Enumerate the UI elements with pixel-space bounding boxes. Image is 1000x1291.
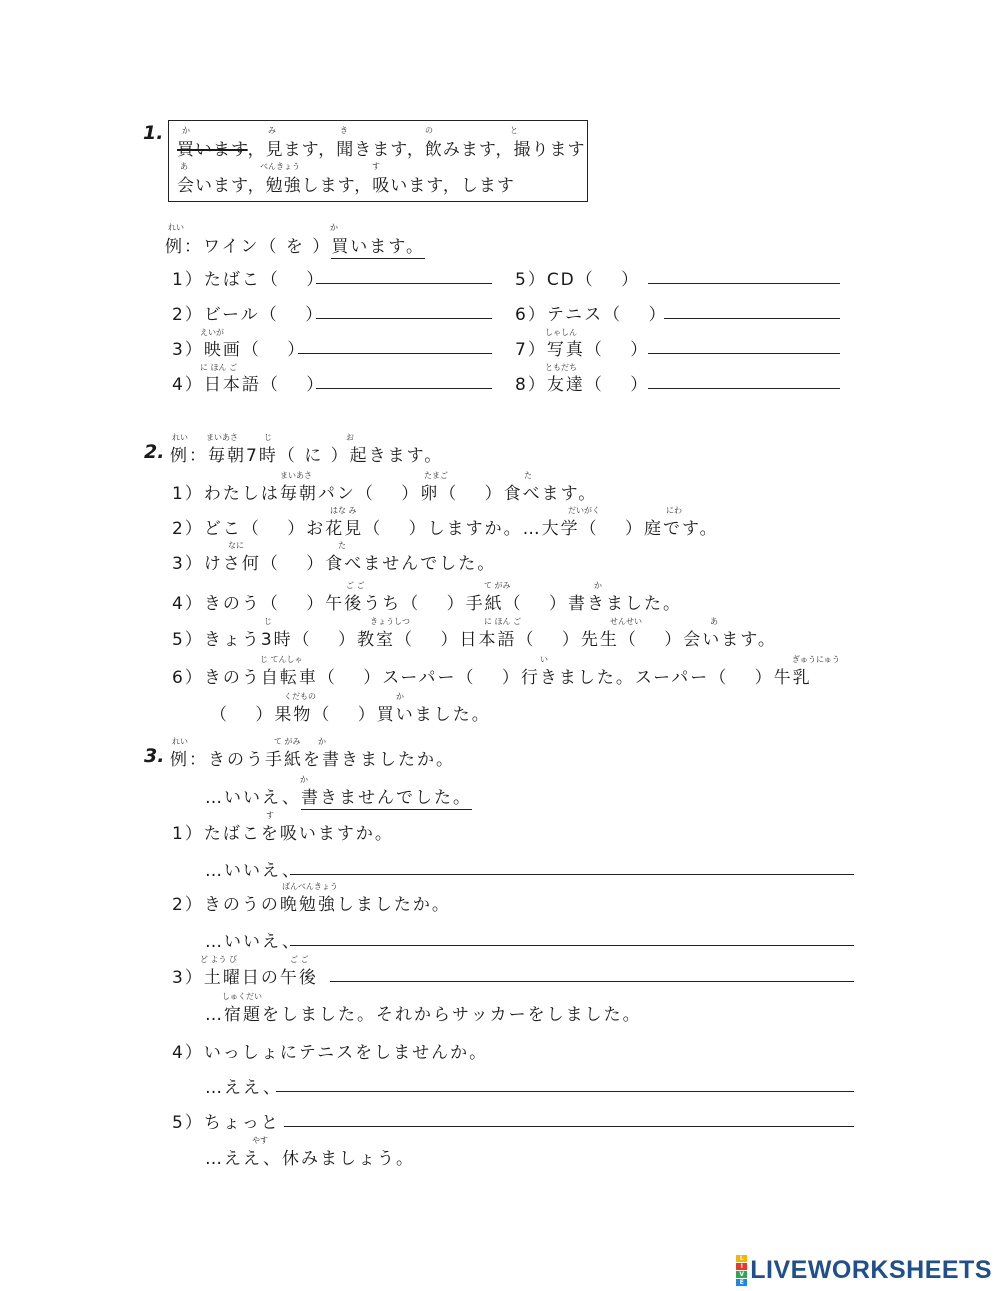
logo-mark-letter: L <box>736 1255 747 1262</box>
s3-a2: …いいえ、 <box>205 932 302 952</box>
ruby-doyoubi: ど よう び <box>200 955 238 964</box>
ruby-su-2: す <box>266 811 274 820</box>
s3-answer-line-5[interactable] <box>284 1126 854 1127</box>
ruby-ki: き <box>340 126 348 135</box>
s3-a1: …いいえ、 <box>205 861 302 881</box>
section-3-number: 3. <box>144 745 165 767</box>
ruby-shashin: しゃしん <box>545 328 577 337</box>
s1-item-2: 2）ビール（ ） <box>172 305 325 325</box>
s3-a5: …ええ、休みましょう。 <box>205 1149 416 1169</box>
ruby-rei-3: れい <box>172 737 188 746</box>
s2-item-5: 5）きょう3時（ ）教室（ ）日本語（ ）先生（ ）会います。 <box>172 630 777 650</box>
ruby-maiasa: まいあさ <box>206 433 238 442</box>
ruby-jitensha: じ てんしゃ <box>260 655 303 664</box>
logo-mark-letter: E <box>736 1279 747 1286</box>
section-1-number: 1. <box>143 122 164 144</box>
s1-item-7: 7）写真（ ） <box>515 340 650 360</box>
ruby-tegami-2: て がみ <box>274 737 301 746</box>
s2-item-6-cont: （ ）果物（ ）買いました。 <box>210 705 491 725</box>
example-3-answer: 書きませんでした。 <box>301 788 473 808</box>
s2-item-1: 1）わたしは毎朝パン（ ）卵（ ）食べます。 <box>172 484 598 504</box>
s2-item-3: 3）けさ何（ ）食べませんでした。 <box>172 554 497 574</box>
s1-item-5: 5）CD（ ） <box>515 270 641 290</box>
example-3-prefix: …いいえ、 <box>205 788 302 808</box>
s1-answer-line-8[interactable] <box>648 388 840 389</box>
ruby-shukudai: しゅくだい <box>222 992 262 1001</box>
s3-answer-line-4[interactable] <box>276 1091 854 1092</box>
ruby-mi: み <box>268 126 276 135</box>
ruby-daigaku: だいがく <box>568 506 600 515</box>
ruby-nihongo-2: に ほん ご <box>484 617 522 626</box>
s1-item-6: 6）テニス（ ） <box>515 305 668 325</box>
ruby-eiga: えいが <box>200 328 224 337</box>
ruby-sensei: せんせい <box>610 617 642 626</box>
s3-answer-line-2[interactable] <box>290 945 854 946</box>
ruby-nani: なに <box>228 541 244 550</box>
logo-text: LIVEWORKSHEETS <box>750 1256 992 1284</box>
logo-mark-letter: V <box>736 1271 747 1278</box>
s3-a3: …宿題をしました。それからサッカーをしました。 <box>205 1005 642 1025</box>
ruby-su: す <box>372 162 380 171</box>
s1-item-8: 8）友達（ ） <box>515 375 650 395</box>
ruby-gyuunyuu: ぎゅうにゅう <box>792 655 840 664</box>
ruby-ta-2: た <box>338 541 346 550</box>
logo-mark-icon <box>736 1255 747 1286</box>
ruby-a-2: あ <box>710 617 718 626</box>
s3-q1: 1）たばこを吸いますか。 <box>172 824 394 844</box>
ruby-kai-2: か <box>396 692 404 701</box>
ruby-nihongo: に ほん ご <box>200 363 238 372</box>
ruby-yasu: やす <box>252 1136 268 1145</box>
s3-answer-line-3[interactable] <box>330 981 854 982</box>
s1-item-1: 1）たばこ（ ） <box>172 270 326 290</box>
ruby-no: の <box>425 126 433 135</box>
ruby-banbenkyou: ばんべんきょう <box>282 882 338 891</box>
s3-q5: 5）ちょっと <box>172 1113 280 1133</box>
ruby-o: お <box>346 433 354 442</box>
s2-item-6: 6）きのう自転車（ ）スーパー（ ）行きました。スーパー（ ）牛乳 <box>172 668 812 688</box>
section-3-example-answer <box>205 783 472 808</box>
s1-item-3: 3）映画（ ） <box>172 340 307 360</box>
s1-item-4: 4）日本語（ ） <box>172 375 326 395</box>
section-2-example: 例：毎朝7時（ に ）起きます。 <box>170 446 444 466</box>
ruby-maiasa-2: まいあさ <box>280 471 312 480</box>
ruby-niwa: にわ <box>666 506 682 515</box>
ruby-gogo-2: ご ご <box>290 955 309 964</box>
ruby-kudamono: くだもの <box>284 692 316 701</box>
s1-answer-line-3[interactable] <box>298 353 492 354</box>
ruby-iki: い <box>540 655 548 664</box>
ruby-kai: か <box>182 126 190 135</box>
s2-item-2: 2）どこ（ ）お花見（ ）しますか。…大学（ ）庭です。 <box>172 519 719 539</box>
s3-q2: 2）きのうの晩勉強しましたか。 <box>172 895 451 915</box>
ruby-gogo: ご ご <box>346 581 365 590</box>
ruby-rei-2: れい <box>172 433 188 442</box>
s1-answer-line-7[interactable] <box>648 353 840 354</box>
ruby-to: と <box>510 126 518 135</box>
example-1-answer: 買います。 <box>331 237 425 257</box>
s3-answer-line-1[interactable] <box>290 874 854 875</box>
ruby-ji-2: じ <box>264 617 272 626</box>
word-bank-row-2: 会います，勉強します，吸います，します <box>177 176 515 196</box>
s3-q4: 4）いっしょにテニスをしませんか。 <box>172 1043 489 1063</box>
word-bank-row-1 <box>177 135 586 160</box>
ruby-tegami: て がみ <box>484 581 511 590</box>
ruby-ka-3: か <box>318 737 326 746</box>
s1-answer-line-4[interactable] <box>316 388 492 389</box>
ruby-kyoushitsu: きょうしつ <box>370 617 410 626</box>
ruby-kaki: か <box>594 581 602 590</box>
ruby-ta: た <box>524 471 532 480</box>
ruby-hanami: はな み <box>330 506 357 515</box>
section-1-example <box>165 232 425 257</box>
ruby-tomodachi: ともだち <box>545 363 577 372</box>
s1-answer-line-6[interactable] <box>664 318 840 319</box>
s3-a4: …ええ、 <box>205 1078 283 1098</box>
ruby-a: あ <box>180 162 188 171</box>
section-2-number: 2. <box>144 441 165 463</box>
section-3-example-question: 例：きのう手紙を書きましたか。 <box>170 750 455 770</box>
example-1-prefix: 例：ワイン（ を ） <box>165 237 332 257</box>
s1-answer-line-2[interactable] <box>316 318 492 319</box>
s3-q3: 3）土曜日の午後 <box>172 968 318 988</box>
liveworksheets-logo[interactable] <box>736 1255 992 1286</box>
s2-item-4: 4）きのう（ ）午後うち（ ）手紙（ ）書きました。 <box>172 594 683 614</box>
ruby-tamago: たまご <box>424 471 448 480</box>
logo-mark-letter: I <box>736 1263 747 1270</box>
word-bank-crossed-word: 買います <box>177 140 248 160</box>
ruby-ji: じ <box>264 433 272 442</box>
ruby-rei: れい <box>168 223 184 232</box>
ruby-ka-4: か <box>300 775 308 784</box>
s1-answer-line-1[interactable] <box>316 283 492 284</box>
ruby-benkyou: べんきょう <box>260 162 300 171</box>
ruby-kai-ex: か <box>330 223 338 232</box>
s1-answer-line-5[interactable] <box>648 283 840 284</box>
word-bank-words-1: ，見ます，聞きます，飲みます，撮ります <box>247 140 586 160</box>
